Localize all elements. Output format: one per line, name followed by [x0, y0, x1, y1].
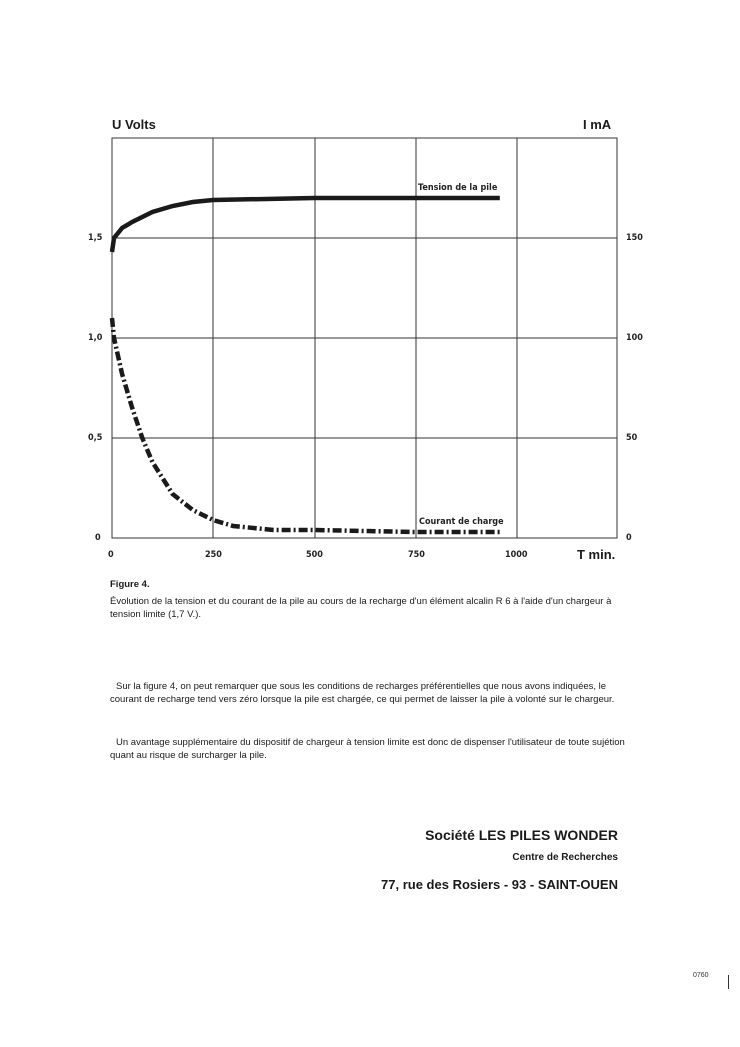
x-axis-title: T min. — [577, 547, 616, 562]
y-tick-right: 150 — [626, 233, 643, 243]
left-axis-title: U Volts — [112, 117, 156, 132]
figure-label: Figure 4. — [110, 579, 150, 590]
margin-mark — [728, 975, 729, 989]
x-tick: 250 — [205, 550, 222, 560]
department-name: Centre de Recherches — [512, 852, 618, 863]
y-tick-left: 1,0 — [88, 333, 103, 343]
tension-series-line — [112, 198, 500, 252]
current-series-line — [112, 318, 500, 532]
y-tick-left: 0,5 — [88, 433, 103, 443]
x-tick: 0 — [108, 550, 114, 560]
x-tick: 1000 — [505, 550, 528, 560]
figure-caption: Évolution de la tension et du courant de la pile au cours de la recharge d'un élément alcalin R 6 à l'aide d'un chargeur à tension limite (1,7 V.). — [110, 596, 612, 620]
y-tick-right: 50 — [626, 433, 638, 443]
y-tick-left: 1,5 — [88, 233, 103, 243]
body-paragraph: Sur la figure 4, on peut remarquer que sous les conditions de recharges préférentielles que nous avons indiquées, le courant de recharge tend vers zéro lorsque la pile est chargée, ce qui permet de laisser la pile à volonté sur le chargeur. — [110, 681, 615, 705]
company-name: Société LES PILES WONDER — [425, 827, 618, 843]
right-axis-title: I mA — [583, 117, 612, 132]
x-tick: 500 — [306, 550, 323, 560]
x-tick: 750 — [408, 550, 425, 560]
y-tick-right: 0 — [626, 533, 632, 543]
tension-series-label: Tension de la pile — [418, 183, 498, 193]
company-address: 77, rue des Rosiers - 93 - SAINT-OUEN — [381, 877, 618, 892]
y-tick-left: 0 — [95, 533, 101, 543]
body-paragraph: Un avantage supplémentaire du dispositif de chargeur à tension limite est donc de dispenser l'utilisateur de toute sujétion quant au risque de surcharger la pile. — [110, 737, 625, 761]
y-tick-right: 100 — [626, 333, 643, 343]
current-series-label: Courant de charge — [419, 517, 504, 527]
page-number: 0760 — [693, 972, 709, 979]
